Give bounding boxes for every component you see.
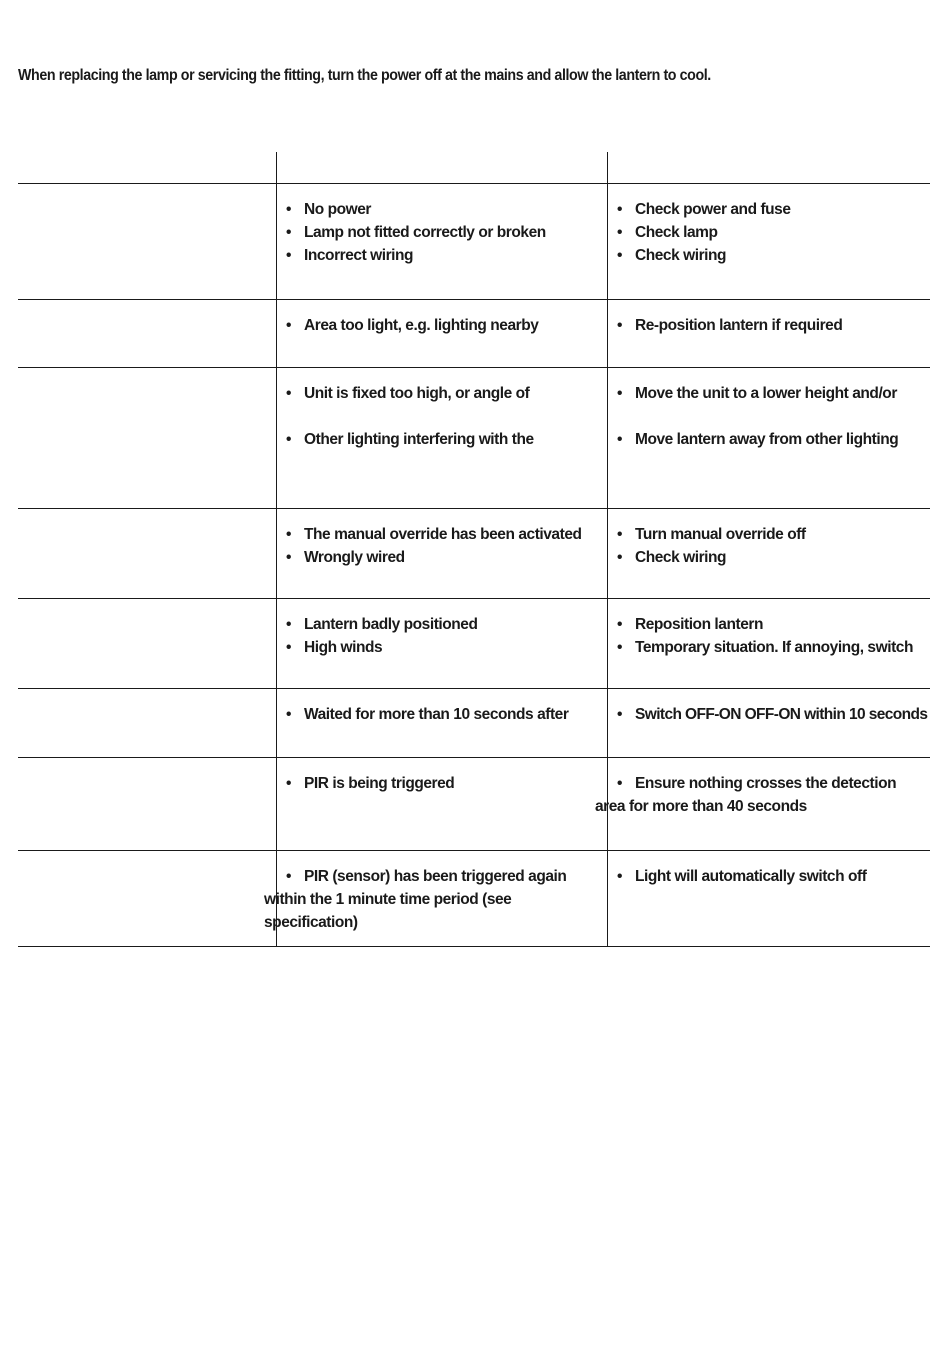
remedy-cell	[615, 613, 950, 659]
column-divider	[276, 689, 277, 758]
cause-cell	[284, 382, 614, 451]
table-row	[18, 184, 930, 300]
cause-cell	[284, 198, 614, 267]
list-item: • Light will automatically switch off	[615, 865, 950, 888]
remedy-cell	[595, 772, 950, 818]
list-item: • Incorrect wiring	[284, 244, 614, 267]
list-item: • Other lighting interfering with the	[284, 428, 614, 451]
remedy-cell	[615, 523, 950, 569]
list-item: • High winds	[284, 636, 614, 659]
list-item: • Waited for more than 10 seconds after	[284, 703, 614, 726]
table-row	[18, 368, 930, 509]
troubleshooting-table	[18, 152, 930, 947]
cause-cell	[284, 703, 614, 726]
remedy-cell	[615, 198, 950, 267]
list-item: • Check wiring	[615, 546, 950, 569]
cause-cell	[264, 865, 614, 934]
column-divider	[276, 599, 277, 689]
list-item: • Reposition lantern	[615, 613, 950, 636]
cause-cell	[284, 314, 614, 337]
cause-text-line: PIR (sensor) has been triggered again	[304, 868, 567, 885]
list-item: • Turn manual override off	[615, 523, 950, 546]
cause-cell	[284, 772, 614, 795]
table-row	[18, 599, 930, 689]
list-item: • Check power and fuse	[615, 198, 950, 221]
list-item: • Re-position lantern if required	[615, 314, 950, 337]
table-row	[18, 851, 930, 947]
column-divider	[276, 152, 277, 184]
remedy-text-line: area for more than 40 seconds	[595, 798, 807, 815]
table-row	[18, 509, 930, 599]
cause-cell	[284, 613, 614, 659]
list-item: • The manual override has been activated	[284, 523, 614, 546]
list-item: • Lamp not fitted correctly or broken	[284, 221, 614, 244]
table-header-row	[18, 152, 930, 184]
safety-notice: When replacing the lamp or servicing the fitting, turn the power off at the mains and allow the lantern to cool.	[18, 67, 711, 84]
table-row	[18, 300, 930, 368]
list-item: • Check wiring	[615, 244, 950, 267]
list-item: • Unit is fixed too high, or angle of	[284, 382, 614, 405]
remedy-cell	[615, 703, 950, 726]
cause-text-line: specification)	[264, 914, 358, 931]
list-item: • Lantern badly positioned	[284, 613, 614, 636]
list-item: • PIR is being triggered	[284, 772, 614, 795]
list-item: • No power	[284, 198, 614, 221]
table-row	[18, 758, 930, 851]
column-divider	[276, 509, 277, 599]
remedy-text-line: Ensure nothing crosses the detection	[635, 775, 897, 792]
list-item: • Area too light, e.g. lighting nearby	[284, 314, 614, 337]
column-divider	[276, 368, 277, 509]
column-divider	[276, 300, 277, 368]
cause-text-line: within the 1 minute time period (see	[264, 891, 512, 908]
list-item: • Wrongly wired	[284, 546, 614, 569]
list-item: • Move the unit to a lower height and/or	[615, 382, 950, 405]
cause-cell	[284, 523, 614, 569]
list-item: • Check lamp	[615, 221, 950, 244]
remedy-cell	[615, 314, 950, 337]
column-divider	[276, 758, 277, 851]
column-divider	[276, 184, 277, 300]
remedy-cell	[615, 865, 950, 888]
table-row	[18, 689, 930, 758]
column-divider	[607, 152, 608, 184]
remedy-cell	[615, 382, 950, 451]
list-item: • Temporary situation. If annoying, switch	[615, 636, 950, 659]
list-item: • Switch OFF-ON OFF-ON within 10 seconds	[615, 703, 950, 726]
list-item	[595, 772, 950, 818]
list-item	[264, 865, 614, 934]
list-item: • Move lantern away from other lighting	[615, 428, 950, 451]
